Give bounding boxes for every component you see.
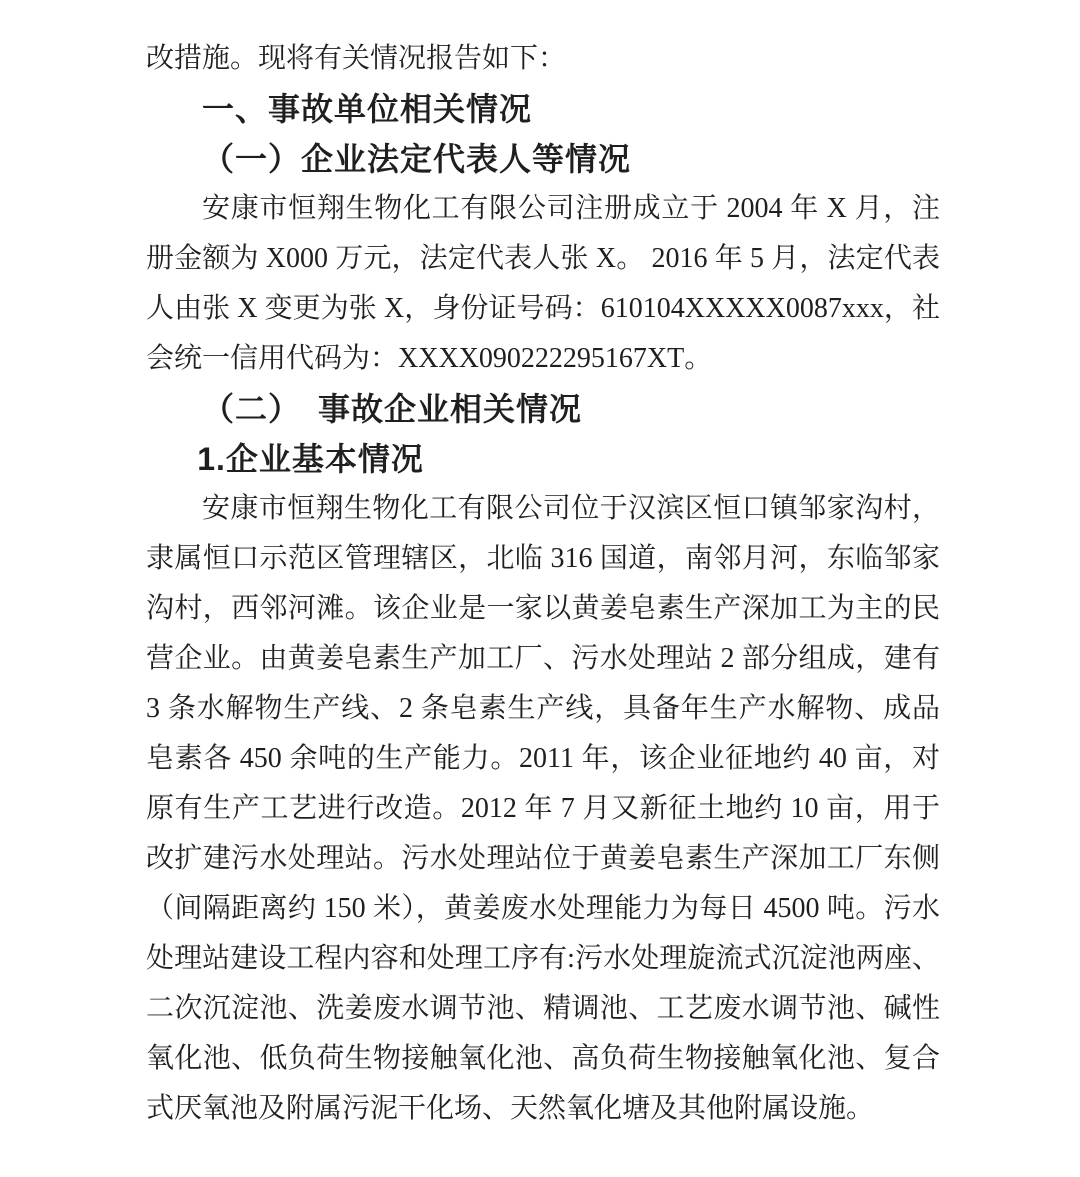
paragraph-enterprise-profile: 安康市恒翔生物化工有限公司位于汉滨区恒口镇邹家沟村，隶属恒口示范区管理辖区，北临 316 国道，南邻月河，东临邹家沟村，西邻河滩。该企业是一家以黄姜皂素生产深加工为主的民营企业。由黄姜皂素生产加工厂、污水处理站 2 部分组成，建有 3 条水解物生产线、2 条皂素生产线，具备年生产水解物、成品皂素各 450 余吨的生产能力。2011 年，该企业征地约 40 亩，对原有生产工艺进行改造。2012 年 7 月又新征土地约 10 亩，用于改扩建污水处理站。污水处理站位于黄姜皂素生产深加工厂东侧（间隔距离约 150 米），黄姜废水处理能力为每日 4500 吨。污水处理站建设工程内容和处理工序有:污水处理旋流式沉淀池两座、二次沉淀池、洗姜废水调节池、精调池、工艺废水调节池、碱性氧化池、低负荷生物接触氧化池、高负荷生物接触氧化池、复合式厌氧池及附属污泥干化场、天然氧化塘及其他附属设施。 [146,493,947,1124]
subsection-heading-enterprise-basics: 1.企业基本情况 [197,441,424,477]
paragraph-legal-representative-details: 安康市恒翔生物化工有限公司注册成立于 2004 年 X 月，注册金额为 X000 万元，法定代表人张 X。 2016 年 5 月，法定代表人由张 X 变更为张 X，身份证号码：610104XXXXX0087xxx，社会统一信用代码为：XXXX090222295167XT。 [146,193,940,374]
subsection-heading-accident-enterprise: （二） 事故企业相关情况 [202,391,583,427]
continuation-paragraph: 改措施。现将有关情况报告如下： [146,43,567,74]
subsection-heading-legal-representative: （一）企业法定代表人等情况 [202,141,632,177]
section-heading-accident-unit: 一、事故单位相关情况 [202,91,533,127]
